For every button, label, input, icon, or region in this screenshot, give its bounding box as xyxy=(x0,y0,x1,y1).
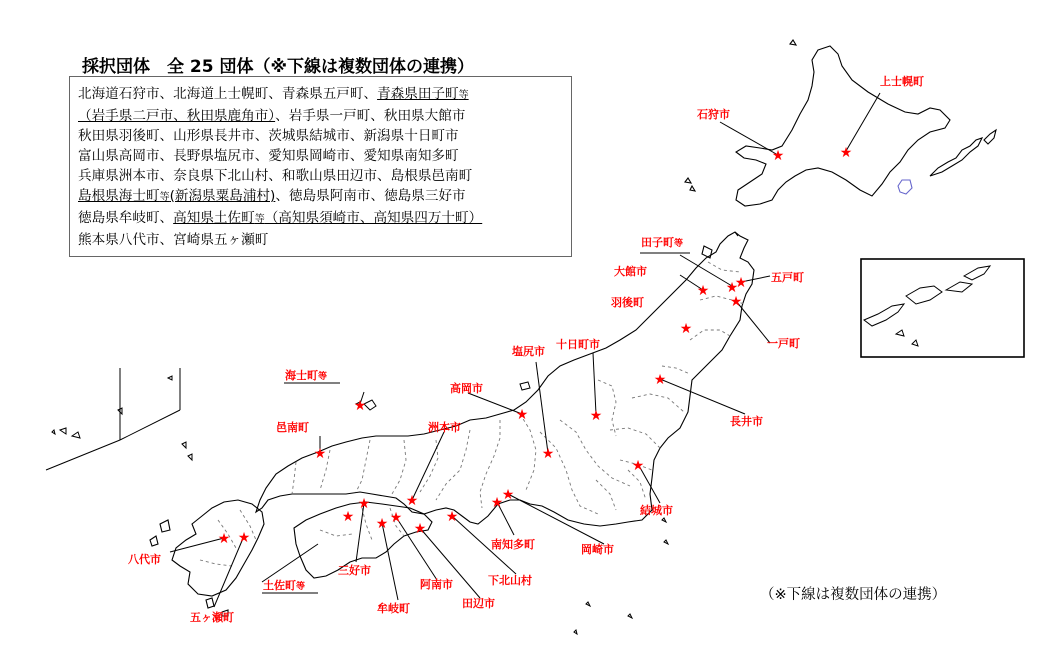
label-ugo: 羽後町 xyxy=(611,296,644,309)
page-title: 採択団体 全 25 団体（※下線は複数団体の連携） xyxy=(82,57,475,77)
municipality-list-box xyxy=(69,76,572,257)
list-underlined-text: （高知県須崎市、高知県四万十町） xyxy=(264,210,483,226)
label-kamishihoro: 上士幌町 xyxy=(880,75,924,88)
honshu-outline xyxy=(256,232,754,526)
label-anan: 阿南市 xyxy=(420,578,453,591)
list-suffix: 等 xyxy=(254,214,265,225)
label-minamichita: 南知多町 xyxy=(491,538,535,551)
star-tosa: ★ xyxy=(341,509,355,525)
list-underlined-text: 青森県田子町 xyxy=(377,86,459,102)
star-shiojiri: ★ xyxy=(541,446,555,462)
kyushu-outline xyxy=(150,500,264,616)
star-kamishihoro: ★ xyxy=(839,145,853,161)
label-mugi: 牟岐町 xyxy=(377,602,410,615)
star-shimokitayama: ★ xyxy=(445,509,459,525)
label-ichinohe: 一戸町 xyxy=(767,337,800,350)
label-sumoto: 洲本市 xyxy=(428,421,461,434)
hokkaido-outline xyxy=(685,40,996,206)
list-suffix: 等 xyxy=(458,90,469,101)
star-takaoka: ★ xyxy=(515,407,529,423)
star-anan: ★ xyxy=(389,510,403,526)
label-takaoka: 高岡市 xyxy=(450,382,483,395)
star-nagai: ★ xyxy=(653,372,667,388)
label-tosa: 土佐町等 xyxy=(263,579,306,592)
star-ohnan: ★ xyxy=(313,446,327,462)
inset-box xyxy=(861,259,1024,357)
list-line-7 xyxy=(78,208,563,230)
list-underlined-text: 高知県土佐町 xyxy=(173,210,255,226)
list-text: 、岩手県一戸町、秋田県大館市 xyxy=(275,108,466,124)
label-miyoshi: 三好市 xyxy=(338,564,371,577)
label-shiojiri: 塩尻市 xyxy=(512,345,545,358)
label-tanabe: 田辺市 xyxy=(462,597,495,610)
label-shimokitayama: 下北山村 xyxy=(488,574,532,587)
list-text: 北海道石狩市、北海道上士幌町、青森県五戸町、 xyxy=(78,86,378,102)
star-takko: ★ xyxy=(725,280,739,296)
star-ishikari: ★ xyxy=(771,148,785,164)
list-line-1 xyxy=(78,84,563,106)
star-miyoshi: ★ xyxy=(357,496,371,512)
list-line-8: 熊本県八代市、宮崎県五ヶ瀬町 xyxy=(78,232,269,248)
list-text: 、徳島県阿南市、徳島県三好市 xyxy=(275,188,466,204)
okinawa-inset-lines xyxy=(46,368,180,470)
list-text: 徳島県牟岐町、 xyxy=(78,210,174,226)
list-line-2 xyxy=(78,106,563,126)
star-ama: ★ xyxy=(353,398,367,414)
label-takko: 田子町等 xyxy=(641,236,684,249)
label-ohnan: 邑南町 xyxy=(276,421,309,434)
star-ichinohe: ★ xyxy=(729,294,743,310)
label-yatsushiro: 八代市 xyxy=(128,553,161,566)
label-ishikari: 石狩市 xyxy=(697,108,730,121)
label-tokamachi: 十日町市 xyxy=(556,338,600,351)
list-line-4: 富山県高岡市、長野県塩尻市、愛知県岡崎市、愛知県南知多町 xyxy=(78,148,459,164)
star-ugo: ★ xyxy=(679,321,693,337)
label-ama: 海士町等 xyxy=(285,369,328,382)
list-line-5: 兵庫県洲本市、奈良県下北山村、和歌山県田辺市、島根県邑南町 xyxy=(78,168,473,184)
label-odate: 大館市 xyxy=(614,265,647,278)
label-nagai: 長井市 xyxy=(730,415,763,428)
label-yuki: 結城市 xyxy=(640,504,673,517)
star-tanabe: ★ xyxy=(413,521,427,537)
list-line-3: 秋田県羽後町、山形県長井市、茨城県結城市、新潟県十日町市 xyxy=(78,128,459,144)
star-yatsushiro: ★ xyxy=(217,531,231,547)
label-gonohe: 五戸町 xyxy=(771,271,804,284)
footnote: （※下線は複数団体の連携） xyxy=(760,587,947,603)
star-odate: ★ xyxy=(696,283,710,299)
list-underlined-text: 島根県海士町 xyxy=(78,188,160,204)
label-gokase: 五ヶ瀬町 xyxy=(190,611,234,624)
star-mugi: ★ xyxy=(375,516,389,532)
list-underlined-text: (新潟県粟島浦村) xyxy=(169,188,276,204)
star-gonohe: ★ xyxy=(734,275,748,291)
star-tokamachi: ★ xyxy=(589,408,603,424)
list-suffix: 等 xyxy=(159,192,170,203)
star-yuki: ★ xyxy=(631,458,645,474)
star-sumoto: ★ xyxy=(405,493,419,509)
list-underlined-text: （岩手県二戸市、秋田県鹿角市） xyxy=(78,108,276,124)
star-gokase: ★ xyxy=(237,530,251,546)
star-okazaki: ★ xyxy=(501,487,515,503)
star-minamichita: ★ xyxy=(490,495,504,511)
list-line-6 xyxy=(78,186,563,208)
label-okazaki: 岡崎市 xyxy=(581,543,614,556)
